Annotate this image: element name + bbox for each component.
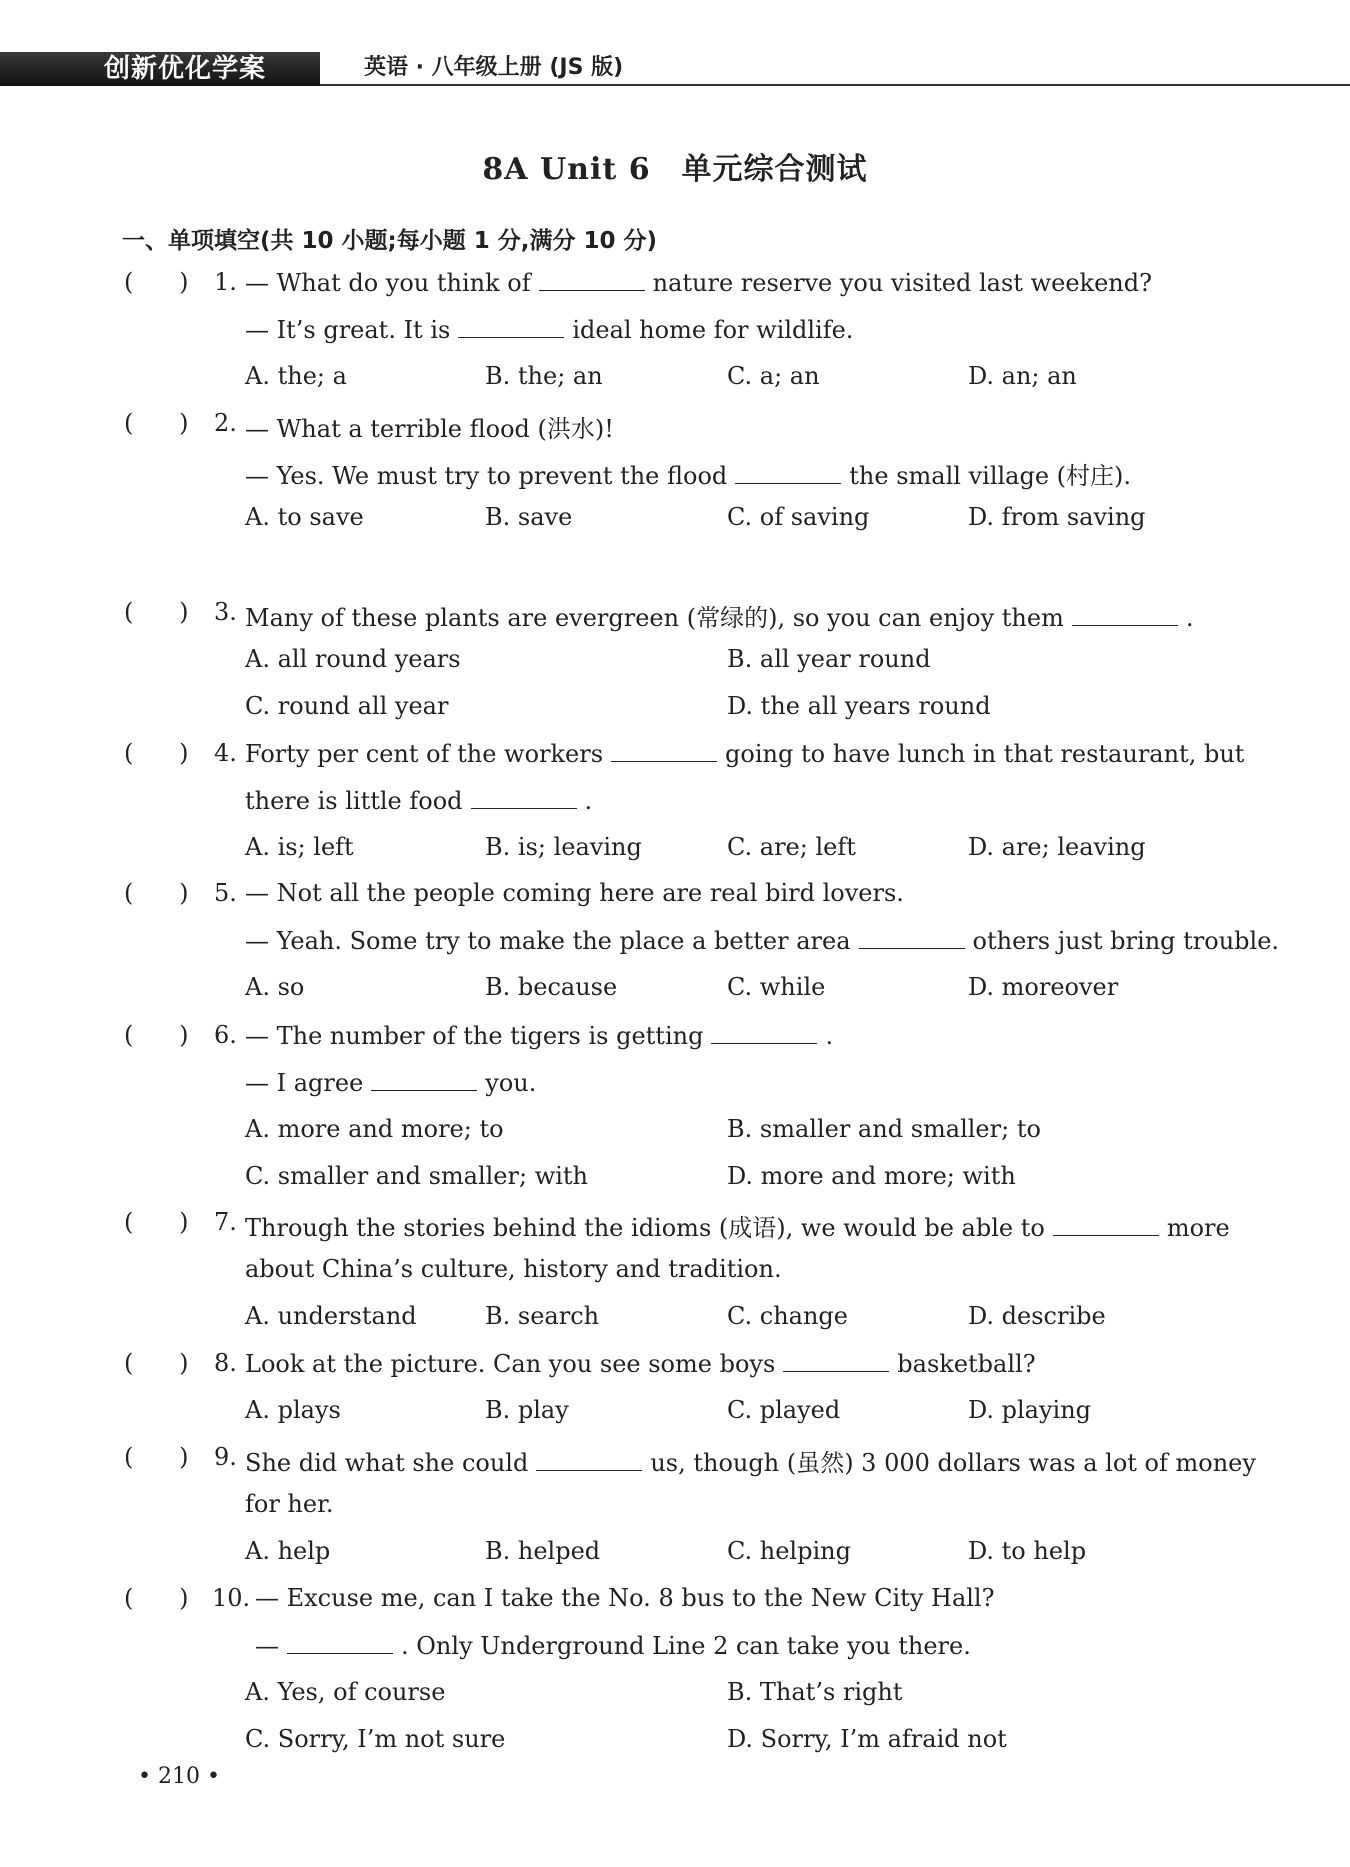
option-b[interactable]: B. search	[485, 1302, 600, 1330]
answer-blank[interactable]	[1072, 603, 1178, 626]
question-text	[245, 315, 853, 344]
question-text	[245, 1349, 1036, 1378]
option-a[interactable]: A. help	[245, 1537, 331, 1565]
option-d[interactable]: D. moreover	[968, 973, 1119, 1001]
answer-bracket[interactable]: ( )	[124, 1349, 189, 1377]
question-text	[245, 1255, 782, 1283]
question-text	[245, 456, 1131, 491]
answer-bracket[interactable]: ( )	[124, 268, 189, 296]
question-number: 6.	[214, 1021, 237, 1049]
question-text	[245, 1021, 833, 1050]
question-text-segment: there is little food	[245, 787, 463, 815]
option-b[interactable]: B. play	[485, 1396, 569, 1424]
question-text-segment: — Excuse me, can I take the No. 8 bus to the New City Hall?	[255, 1584, 995, 1612]
option-b[interactable]: B. smaller and smaller; to	[727, 1115, 1041, 1143]
question-text	[245, 786, 592, 815]
option-a[interactable]: A. all round years	[245, 645, 461, 673]
question-text	[245, 1068, 536, 1097]
option-c[interactable]: C. a; an	[727, 362, 820, 390]
question-text-segment: others just bring trouble.	[972, 927, 1280, 955]
question-text-segment: nature reserve you visited last weekend?	[652, 269, 1152, 297]
question-text-segment: — I agree	[245, 1069, 364, 1097]
option-a[interactable]: A. to save	[245, 503, 364, 531]
option-a[interactable]: A. is; left	[245, 833, 354, 861]
question-text	[255, 1584, 994, 1612]
page-title: 8A Unit 6 单元综合测试	[482, 152, 868, 187]
question-text-segment: about China’s culture, history and tradition.	[245, 1255, 782, 1283]
answer-bracket[interactable]: ( )	[124, 598, 189, 626]
question-text-segment: the small village (村庄).	[849, 462, 1132, 490]
option-d[interactable]: D. an; an	[968, 362, 1077, 390]
option-a[interactable]: A. so	[245, 973, 305, 1001]
question-text-segment: you.	[485, 1069, 537, 1097]
option-b[interactable]: B. is; leaving	[485, 833, 642, 861]
option-a[interactable]: A. more and more; to	[245, 1115, 504, 1143]
answer-bracket[interactable]: ( )	[124, 739, 189, 767]
question-text-segment: — It’s great. It is	[245, 316, 451, 344]
answer-blank[interactable]	[536, 1448, 642, 1471]
option-c[interactable]: C. helping	[727, 1537, 851, 1565]
option-d[interactable]: D. are; leaving	[968, 833, 1146, 861]
answer-blank[interactable]	[539, 268, 645, 291]
question-text-segment: .	[1185, 604, 1194, 632]
question-text-segment: Through the stories behind the idioms (成语), we would be able to	[245, 1214, 1045, 1242]
option-b[interactable]: B. because	[485, 973, 618, 1001]
question-text	[245, 1443, 1256, 1478]
answer-blank[interactable]	[287, 1631, 393, 1654]
question-number: 10.	[212, 1584, 251, 1612]
option-d[interactable]: D. more and more; with	[727, 1162, 1016, 1190]
header-rule	[320, 84, 1350, 86]
question-text-segment: for her.	[245, 1490, 334, 1518]
option-c[interactable]: C. change	[727, 1302, 848, 1330]
option-d[interactable]: D. playing	[968, 1396, 1092, 1424]
question-text-segment: Look at the picture. Can you see some boys	[245, 1350, 776, 1378]
question-text-segment: . Only Underground Line 2 can take you there.	[401, 1632, 971, 1660]
option-d[interactable]: D. the all years round	[727, 692, 991, 720]
question-number: 8.	[214, 1349, 237, 1377]
question-text-segment: .	[584, 787, 593, 815]
question-number: 1.	[214, 268, 237, 296]
question-number: 5.	[214, 879, 237, 907]
question-text-segment: — What a terrible flood (洪水)!	[245, 415, 614, 443]
option-c[interactable]: C. while	[727, 973, 826, 1001]
question-text	[245, 739, 1244, 768]
answer-blank[interactable]	[1053, 1213, 1159, 1236]
question-text	[245, 409, 614, 444]
answer-blank[interactable]	[611, 739, 717, 762]
option-b[interactable]: B. That’s right	[727, 1678, 903, 1706]
question-number: 2.	[214, 409, 237, 437]
answer-bracket[interactable]: ( )	[124, 1443, 189, 1471]
question-number: 3.	[214, 598, 237, 626]
question-text	[245, 1208, 1230, 1243]
option-a[interactable]: A. understand	[245, 1302, 417, 1330]
option-a[interactable]: A. Yes, of course	[245, 1678, 446, 1706]
question-text-segment: Many of these plants are evergreen (常绿的), so you can enjoy them	[245, 604, 1064, 632]
answer-blank[interactable]	[735, 461, 841, 484]
section-heading: 一、单项填空(共 10 小题;每小题 1 分,满分 10 分)	[122, 228, 658, 254]
question-text-segment: going to have lunch in that restaurant, but	[725, 740, 1245, 768]
answer-blank[interactable]	[711, 1021, 817, 1044]
question-text-segment: us, though (虽然) 3 000 dollars was a lot of money	[650, 1449, 1256, 1477]
option-d[interactable]: D. to help	[968, 1537, 1087, 1565]
option-c[interactable]: C. of saving	[727, 503, 870, 531]
question-text	[245, 598, 1193, 633]
question-number: 9.	[214, 1443, 237, 1471]
option-d[interactable]: D. Sorry, I’m afraid not	[727, 1725, 1007, 1753]
answer-bracket[interactable]: ( )	[124, 409, 189, 437]
answer-blank[interactable]	[859, 926, 965, 949]
header-brand: 创新优化学案	[104, 54, 267, 84]
question-text-segment: ideal home for wildlife.	[572, 316, 854, 344]
question-number: 7.	[214, 1208, 237, 1236]
question-text-segment: — Yes. We must try to prevent the flood	[245, 462, 728, 490]
option-c[interactable]: C. are; left	[727, 833, 856, 861]
option-b[interactable]: B. helped	[485, 1537, 601, 1565]
question-text-segment: — The number of the tigers is getting	[245, 1022, 704, 1050]
question-text	[245, 268, 1152, 297]
question-text	[245, 926, 1279, 955]
answer-blank[interactable]	[458, 315, 564, 338]
option-c[interactable]: C. round all year	[245, 692, 449, 720]
question-text-segment: Forty per cent of the workers	[245, 740, 604, 768]
question-text-segment: —	[255, 1632, 279, 1660]
question-text-segment: .	[825, 1022, 834, 1050]
option-b[interactable]: B. save	[485, 503, 573, 531]
option-c[interactable]: C. Sorry, I’m not sure	[245, 1725, 506, 1753]
question-text	[245, 1490, 334, 1518]
answer-bracket[interactable]: ( )	[124, 1584, 189, 1612]
question-text-segment: more	[1166, 1214, 1230, 1242]
answer-blank[interactable]	[783, 1349, 889, 1372]
option-b[interactable]: B. all year round	[727, 645, 931, 673]
question-text-segment: — Yeah. Some try to make the place a better area	[245, 927, 851, 955]
option-d[interactable]: D. from saving	[968, 503, 1146, 531]
option-b[interactable]: B. the; an	[485, 362, 603, 390]
question-text-segment: basketball?	[897, 1350, 1036, 1378]
question-number: 4.	[214, 739, 237, 767]
question-text-segment: She did what she could	[245, 1449, 529, 1477]
option-a[interactable]: A. plays	[245, 1396, 341, 1424]
question-text-segment: — Not all the people coming here are real bird lovers.	[245, 879, 904, 907]
answer-bracket[interactable]: ( )	[124, 879, 189, 907]
option-a[interactable]: A. the; a	[245, 362, 347, 390]
question-text-segment: — What do you think of	[245, 269, 531, 297]
answer-blank[interactable]	[471, 786, 577, 809]
option-d[interactable]: D. describe	[968, 1302, 1106, 1330]
question-text	[255, 1631, 971, 1660]
answer-bracket[interactable]: ( )	[124, 1021, 189, 1049]
option-c[interactable]: C. played	[727, 1396, 841, 1424]
page-number: • 210 •	[138, 1764, 220, 1789]
answer-blank[interactable]	[371, 1068, 477, 1091]
header-book-title: 英语 · 八年级上册 (JS 版)	[364, 55, 624, 80]
question-text	[245, 879, 904, 907]
answer-bracket[interactable]: ( )	[124, 1208, 189, 1236]
option-c[interactable]: C. smaller and smaller; with	[245, 1162, 589, 1190]
